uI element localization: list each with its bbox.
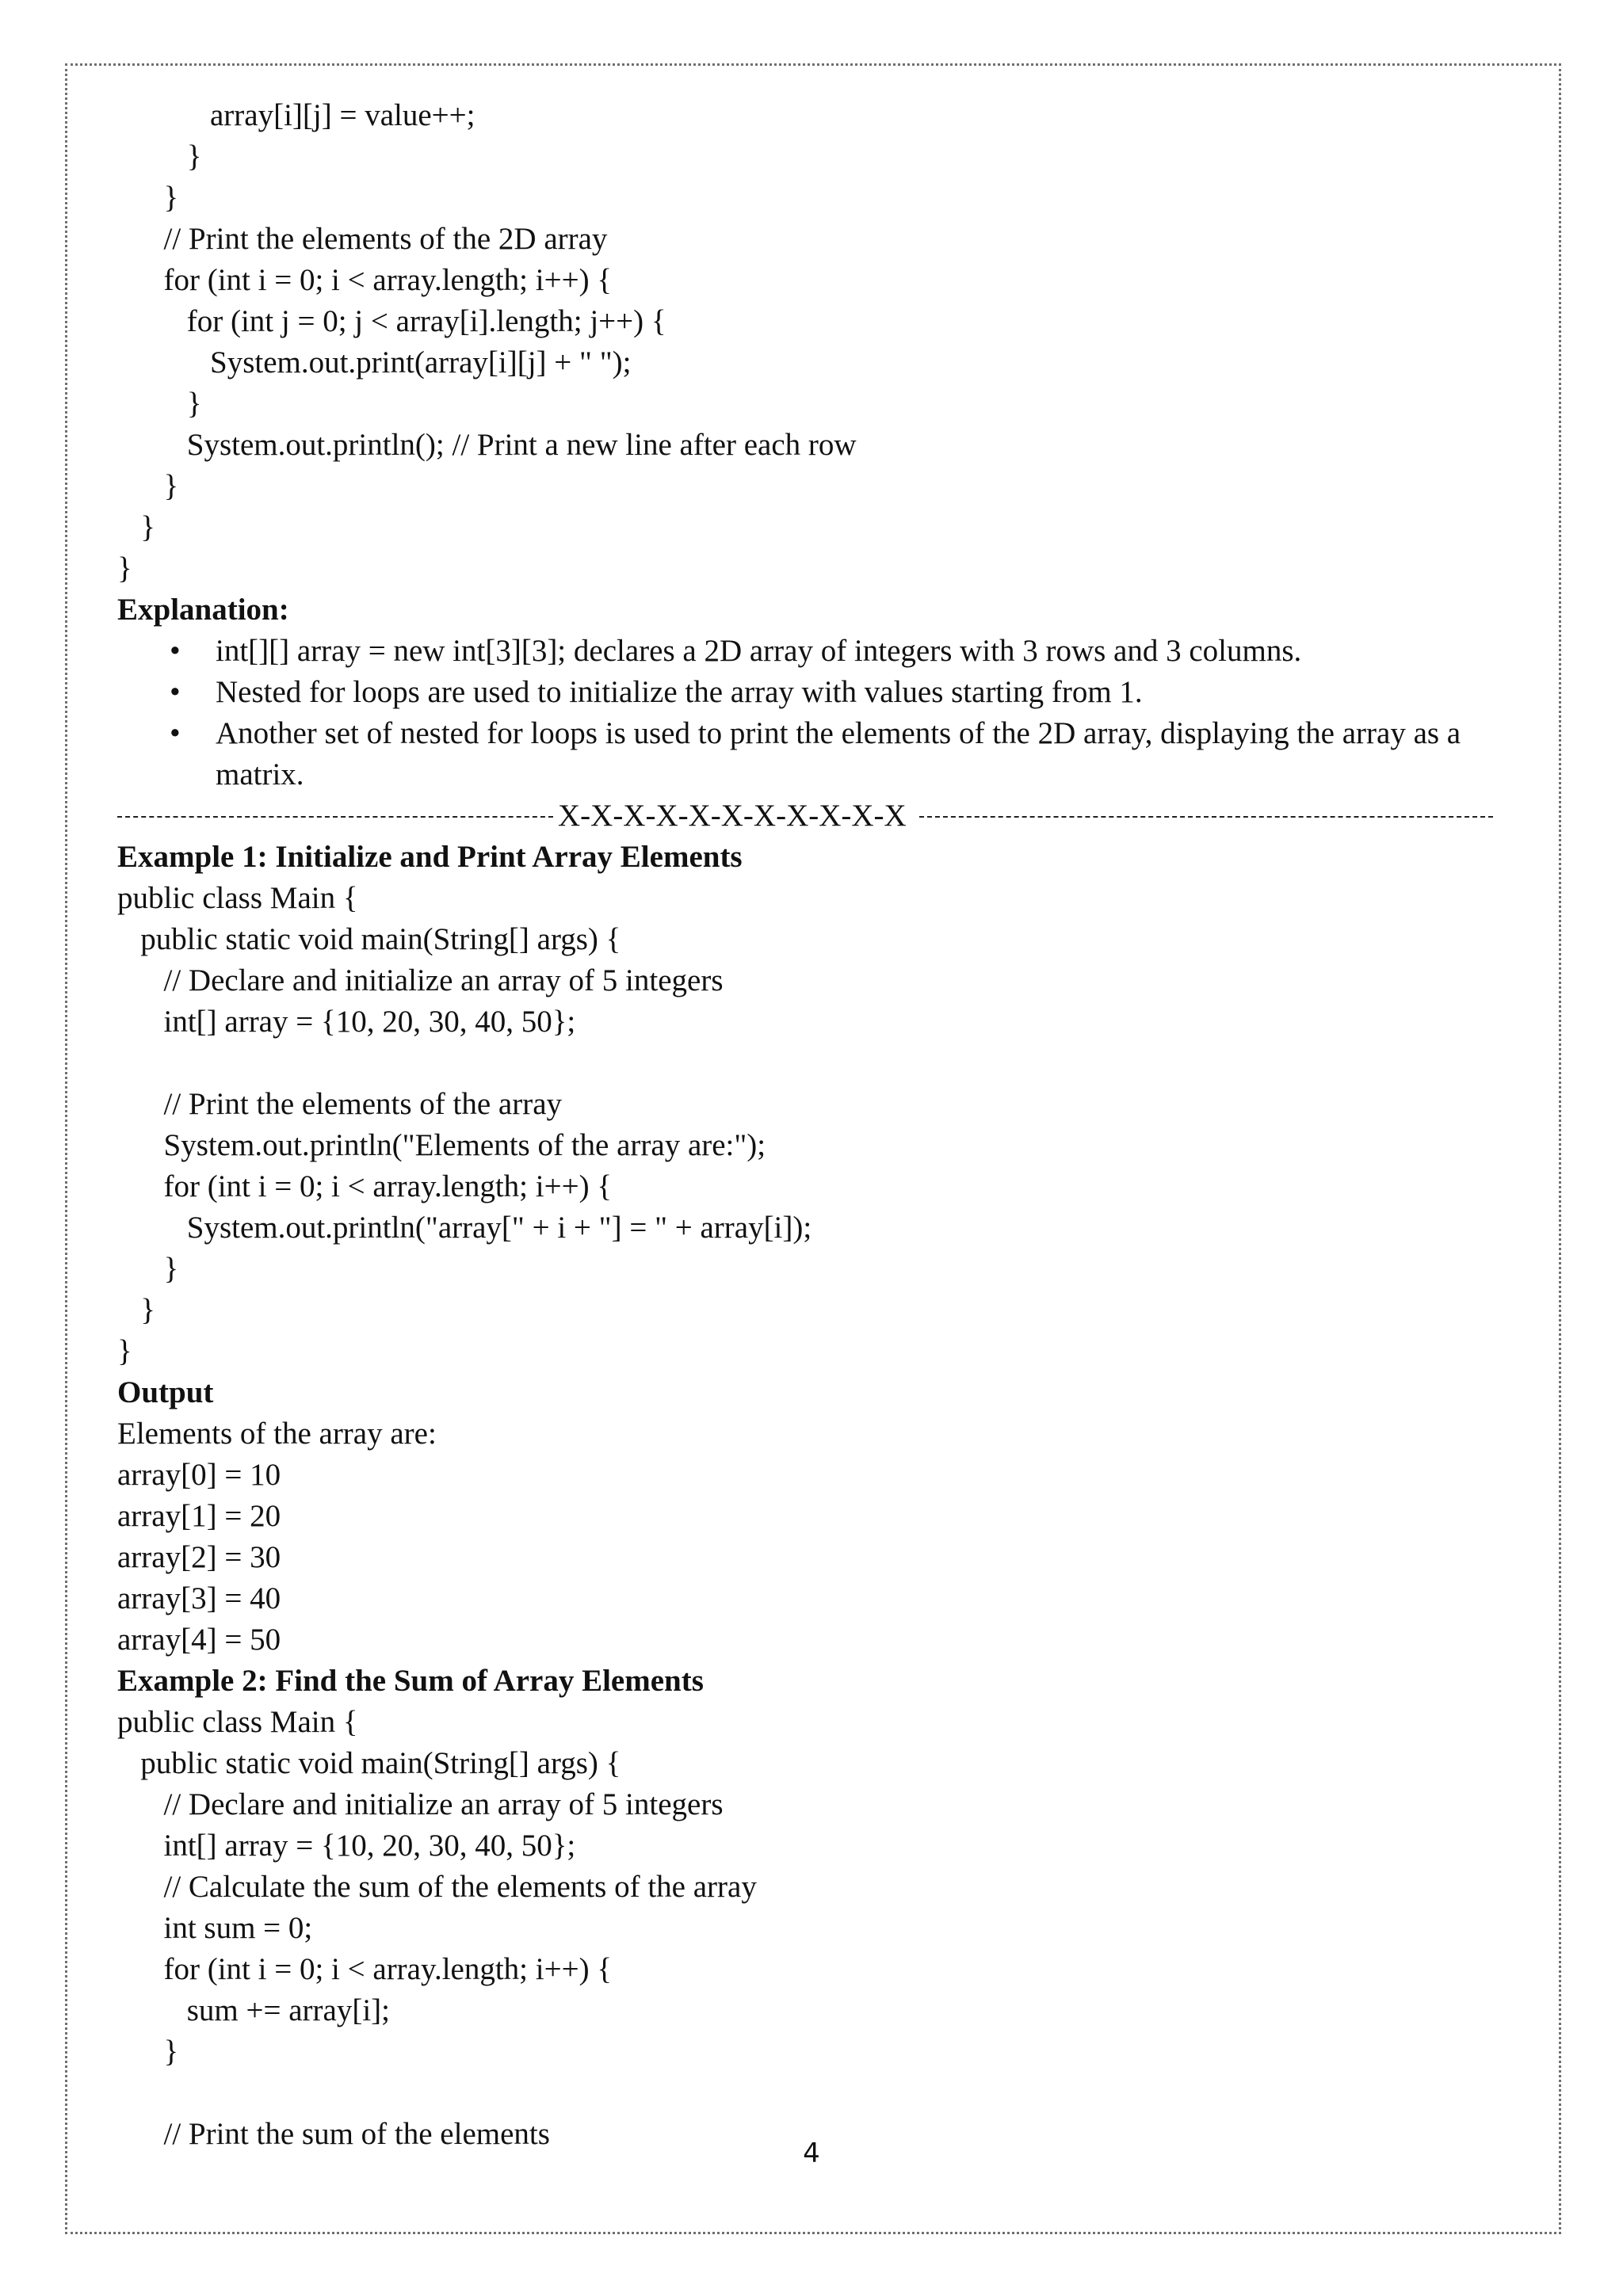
code-line: // Print the elements of the array [117, 1087, 563, 1121]
code-line: for (int i = 0; i < array.length; i++) { [117, 1952, 613, 1986]
explanation-item [117, 631, 1493, 672]
code-line: } [117, 2035, 179, 2069]
explanation-item [117, 672, 1493, 713]
output-block [117, 1413, 1496, 1661]
code-line: int[] array = {10, 20, 30, 40, 50}; [117, 1005, 576, 1039]
code-line: } [117, 1334, 132, 1368]
page-number: 4 [803, 2138, 820, 2169]
bullet-icon: • [170, 675, 181, 709]
explanation-list [117, 631, 1496, 795]
separator-text: X-X-X-X-X-X-X-X-X-X-X [558, 799, 907, 833]
page-content [117, 95, 1496, 2155]
code-line: System.out.println("Elements of the array are:"); [117, 1128, 766, 1162]
code-line: System.out.println("array[" + i + "] = " + array[i]); [117, 1211, 812, 1245]
code-line: } [117, 387, 202, 421]
code-block-2d-array [117, 95, 1496, 589]
explanation-item-text: Another set of nested for loops is used to print the elements of the 2D array, displaying the array as a matrix. [216, 716, 1461, 791]
code-line: // Print the sum of the elements [117, 2117, 550, 2151]
output-line: array[0] = 10 [117, 1458, 281, 1492]
code-line: System.out.print(array[i][j] + " "); [117, 345, 632, 379]
code-line: } [117, 551, 132, 585]
code-line: // Declare and initialize an array of 5 integers [117, 963, 724, 997]
code-line: public static void main(String[] args) { [117, 922, 621, 956]
code-line: System.out.println(); // Print a new line after each row [117, 428, 857, 462]
separator-dashes-right [919, 816, 1493, 818]
output-line: array[1] = 20 [117, 1499, 281, 1533]
code-line: array[i][j] = value++; [117, 98, 475, 132]
code-line: int sum = 0; [117, 1911, 313, 1945]
bullet-icon: • [170, 716, 181, 750]
explanation-item-text: int[][] array = new int[3][3]; declares a 2D array of integers with 3 rows and 3 columns. [216, 634, 1302, 668]
code-line: } [117, 181, 179, 215]
code-line: for (int j = 0; j < array[i].length; j++) { [117, 304, 666, 338]
code-line: for (int i = 0; i < array.length; i++) { [117, 263, 613, 297]
code-line: // Declare and initialize an array of 5 integers [117, 1787, 724, 1821]
code-line: } [117, 1293, 155, 1327]
output-line: array[3] = 40 [117, 1581, 281, 1615]
code-line: public class Main { [117, 881, 358, 915]
code-line: // Calculate the sum of the elements of the array [117, 1870, 757, 1904]
code-line: } [117, 510, 155, 544]
explanation-heading: Explanation: [117, 593, 289, 627]
example2-code [117, 1702, 1496, 2155]
output-line: array[2] = 30 [117, 1540, 281, 1574]
output-line: Elements of the array are: [117, 1417, 437, 1451]
example2-heading: Example 2: Find the Sum of Array Elements [117, 1664, 704, 1698]
code-line: public class Main { [117, 1705, 358, 1739]
code-line: int[] array = {10, 20, 30, 40, 50}; [117, 1829, 576, 1863]
code-blank-line [117, 1043, 1496, 1084]
explanation-item-text: Nested for loops are used to initialize the array with values starting from 1. [216, 675, 1143, 709]
code-line: sum += array[i]; [117, 1993, 390, 2027]
example1-code [117, 878, 1496, 1372]
code-line: } [117, 139, 202, 174]
separator-dashes-left [117, 816, 553, 818]
section-separator [117, 795, 1496, 837]
code-line: } [117, 1252, 179, 1286]
output-line: array[4] = 50 [117, 1623, 281, 1657]
code-line: } [117, 469, 179, 503]
code-line: for (int i = 0; i < array.length; i++) { [117, 1169, 613, 1203]
code-line: // Print the elements of the 2D array [117, 222, 608, 256]
code-line: public static void main(String[] args) { [117, 1746, 621, 1780]
code-blank-line [117, 2073, 1496, 2114]
output-heading: Output [117, 1375, 214, 1409]
example1-heading: Example 1: Initialize and Print Array Elements [117, 840, 743, 874]
bullet-icon: • [170, 634, 181, 668]
explanation-item [117, 713, 1493, 795]
